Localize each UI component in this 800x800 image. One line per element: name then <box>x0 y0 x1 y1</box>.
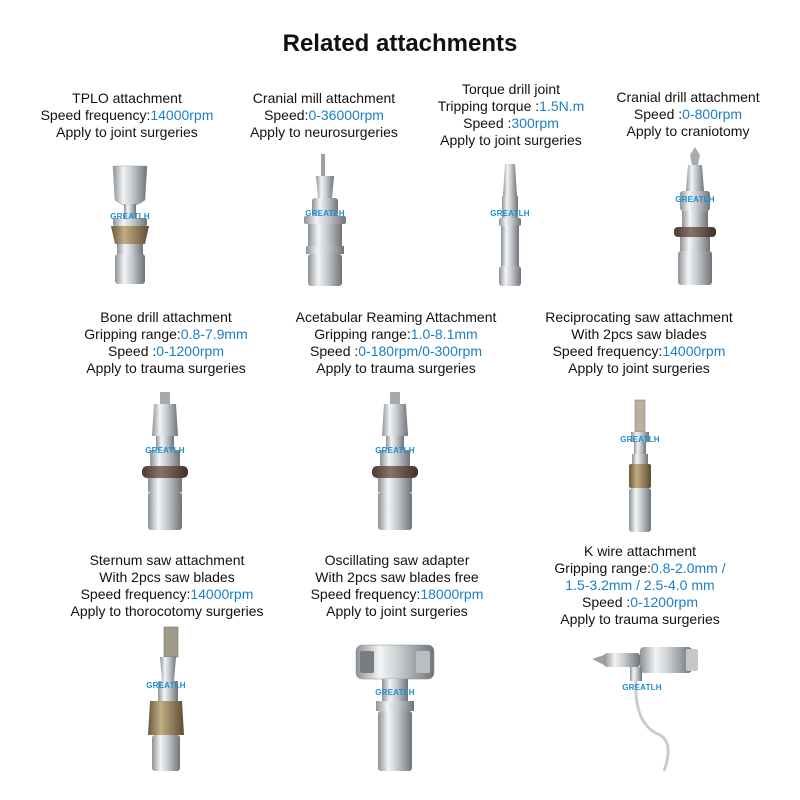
caption-value: 14000rpm <box>662 343 726 359</box>
caption-cranial-drill <box>588 89 788 140</box>
caption-label: With 2pcs saw blades <box>99 569 235 585</box>
caption-sternum <box>52 552 282 620</box>
caption-label: Speed: <box>264 107 309 123</box>
torque-drill-joint-image <box>475 160 545 290</box>
caption-label: Gripping range: <box>554 560 651 576</box>
caption-label: Apply to joint surgeries <box>440 132 582 148</box>
caption-bone-drill <box>66 309 266 377</box>
caption-label: Speed : <box>108 343 157 359</box>
caption-line <box>411 98 611 115</box>
brand-logo: GREATLH <box>675 195 715 204</box>
caption-value: 1.5N.m <box>539 98 585 114</box>
brand-logo: GREATLH <box>145 446 185 455</box>
caption-value: 0-1200rpm <box>156 343 224 359</box>
caption-label: Apply to joint surgeries <box>56 124 198 140</box>
caption-label: Speed : <box>463 115 512 131</box>
caption-label: With 2pcs saw blades free <box>315 569 479 585</box>
caption-label: Speed : <box>310 343 359 359</box>
caption-label: Gripping range: <box>84 326 181 342</box>
caption-label: Speed frequency: <box>552 343 663 359</box>
caption-value: 14000rpm <box>190 586 254 602</box>
page-title: Related attachments <box>282 30 518 57</box>
caption-line <box>52 586 282 603</box>
caption-label: Tripping torque : <box>437 98 540 114</box>
caption-line <box>525 560 755 577</box>
caption-label: Speed : <box>582 594 631 610</box>
brand-logo: GREATLH <box>110 212 150 221</box>
caption-label: Apply to joint surgeries <box>568 360 710 376</box>
caption-label: Bone drill attachment <box>100 309 232 325</box>
brand-logo: GREATLH <box>146 681 186 690</box>
caption-line <box>411 132 611 149</box>
caption-value: 0.8-7.9mm <box>180 326 248 342</box>
caption-label: Apply to trauma surgeries <box>560 611 720 627</box>
caption-reciprocating <box>524 309 754 377</box>
caption-tplo <box>27 90 227 141</box>
caption-value: 0-36000rpm <box>308 107 384 123</box>
caption-label: With 2pcs saw blades <box>571 326 707 342</box>
caption-line <box>66 326 266 343</box>
caption-label: Speed frequency: <box>40 107 151 123</box>
caption-line <box>66 343 266 360</box>
caption-line <box>52 569 282 586</box>
caption-label: K wire attachment <box>583 543 697 559</box>
caption-line <box>282 552 512 569</box>
caption-label: Torque drill joint <box>461 81 561 97</box>
brand-logo: GREATLH <box>490 209 530 218</box>
caption-label: Cranial mill attachment <box>252 90 396 106</box>
caption-line <box>525 594 755 611</box>
caption-line <box>588 89 788 106</box>
caption-label: Apply to trauma surgeries <box>86 360 246 376</box>
caption-label: Speed frequency: <box>80 586 191 602</box>
tplo-attachment-image <box>95 160 165 290</box>
caption-line <box>588 123 788 140</box>
caption-acetabular <box>281 309 511 377</box>
caption-torque-drill <box>411 81 611 149</box>
caption-line <box>27 124 227 141</box>
oscillating-saw-adapter-image <box>350 635 440 775</box>
caption-line <box>281 309 511 326</box>
brand-logo: GREATLH <box>375 688 415 697</box>
caption-oscillating <box>282 552 512 620</box>
caption-line <box>27 90 227 107</box>
caption-cranial-mill <box>224 90 424 141</box>
caption-line <box>281 360 511 377</box>
caption-label: TPLO attachment <box>72 90 182 106</box>
caption-line <box>224 124 424 141</box>
sternum-saw-attachment-image <box>130 625 200 775</box>
caption-label: Apply to trauma surgeries <box>316 360 476 376</box>
caption-line <box>224 107 424 124</box>
caption-line <box>282 603 512 620</box>
caption-line <box>525 611 755 628</box>
caption-line <box>66 360 266 377</box>
bone-drill-attachment-image <box>130 390 200 535</box>
brand-logo: GREATLH <box>305 209 345 218</box>
caption-label: Apply to neurosurgeries <box>250 124 398 140</box>
caption-line <box>411 115 611 132</box>
caption-value: 0-1200rpm <box>630 594 698 610</box>
caption-label: Reciprocating saw attachment <box>545 309 733 325</box>
caption-label: Cranial drill attachment <box>616 89 760 105</box>
caption-line <box>525 543 755 560</box>
caption-line <box>224 90 424 107</box>
caption-label: Apply to thorocotomy surgeries <box>70 603 264 619</box>
k-wire-attachment-image <box>590 635 700 775</box>
caption-value: 18000rpm <box>420 586 484 602</box>
caption-value: 1.0-8.1mm <box>410 326 478 342</box>
caption-value: 14000rpm <box>150 107 214 123</box>
caption-label: Oscillating saw adapter <box>324 552 470 568</box>
caption-value: 0.8-2.0mm / <box>650 560 726 576</box>
brand-logo: GREATLH <box>622 683 662 692</box>
caption-line <box>66 309 266 326</box>
caption-line <box>411 81 611 98</box>
caption-line <box>282 569 512 586</box>
caption-line <box>281 343 511 360</box>
cranial-drill-attachment-image <box>660 145 730 290</box>
caption-line <box>524 343 754 360</box>
caption-value: 300rpm <box>511 115 559 131</box>
caption-line <box>52 603 282 620</box>
caption-value: 0-180rpm/0-300rpm <box>358 343 482 359</box>
caption-line <box>588 106 788 123</box>
caption-line <box>27 107 227 124</box>
brand-logo: GREATLH <box>375 446 415 455</box>
caption-label: Gripping range: <box>314 326 411 342</box>
caption-label: Apply to joint surgeries <box>326 603 468 619</box>
cranial-mill-attachment-image <box>290 150 360 290</box>
brand-logo: GREATLH <box>620 435 660 444</box>
acetabular-reaming-attachment-image <box>360 390 430 535</box>
caption-value: 0-800rpm <box>682 106 743 122</box>
reciprocating-saw-attachment-image <box>605 398 675 538</box>
caption-line <box>282 586 512 603</box>
caption-label: Acetabular Reaming Attachment <box>295 309 497 325</box>
caption-value: 1.5-3.2mm / 2.5-4.0 mm <box>565 577 715 593</box>
caption-label: Apply to craniotomy <box>626 123 750 139</box>
caption-line <box>525 577 755 594</box>
caption-label: Speed : <box>633 106 683 122</box>
caption-k-wire <box>525 543 755 628</box>
caption-line <box>281 326 511 343</box>
caption-line <box>524 326 754 343</box>
caption-label: Sternum saw attachment <box>89 552 245 568</box>
caption-line <box>52 552 282 569</box>
caption-label: Speed frequency: <box>310 586 421 602</box>
caption-line <box>524 360 754 377</box>
caption-line <box>524 309 754 326</box>
